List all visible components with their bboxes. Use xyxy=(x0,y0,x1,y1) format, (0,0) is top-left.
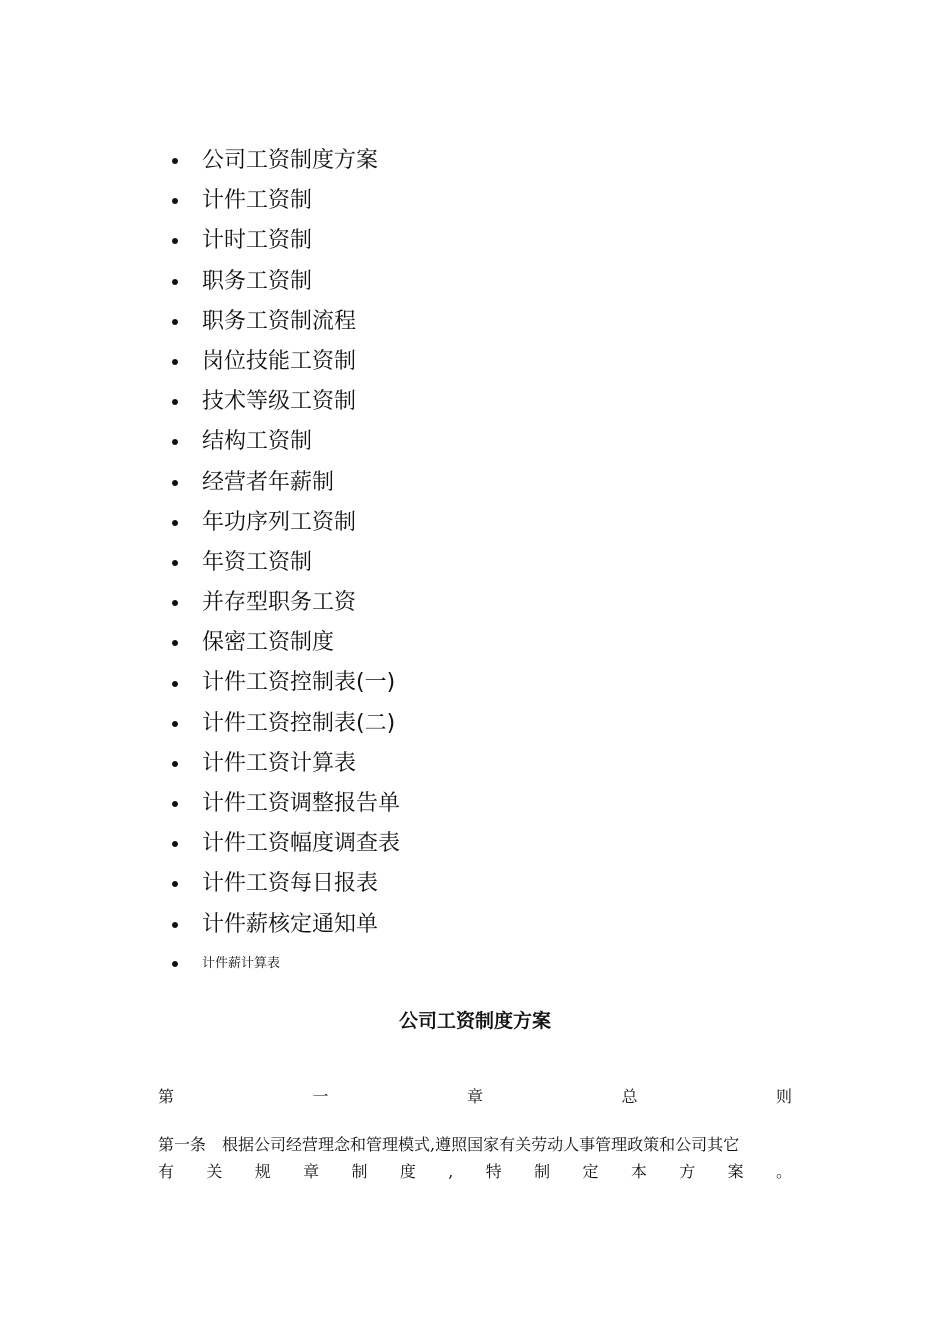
toc-item[interactable] xyxy=(168,583,400,623)
toc-item[interactable] xyxy=(168,744,400,784)
article-char: 。 xyxy=(775,1162,792,1181)
toc-item[interactable] xyxy=(168,704,400,744)
bullet-icon xyxy=(172,399,178,405)
toc-item[interactable] xyxy=(168,342,400,382)
toc-item-label: 保密工资制度 xyxy=(202,630,335,656)
toc-item-label: 计件工资控制表(二) xyxy=(202,710,396,736)
toc-item[interactable] xyxy=(168,262,400,302)
article-char: 度 xyxy=(399,1162,416,1181)
article-char: 制 xyxy=(534,1162,551,1181)
chapter-heading-char: 总 xyxy=(621,1087,638,1106)
toc-item[interactable] xyxy=(168,302,400,342)
toc-item[interactable] xyxy=(168,945,400,983)
toc-item[interactable] xyxy=(168,141,400,181)
article-char: 制 xyxy=(351,1162,368,1181)
toc-item-label: 计件工资制 xyxy=(202,188,313,214)
toc-item[interactable] xyxy=(168,623,400,663)
toc-item[interactable] xyxy=(168,463,400,503)
toc-item-label: 职务工资制 xyxy=(202,268,313,294)
toc-item-label: 经营者年薪制 xyxy=(202,469,335,495)
article-char: 章 xyxy=(303,1162,320,1181)
bullet-icon xyxy=(172,158,178,164)
toc-item-label: 并存型职务工资 xyxy=(202,590,357,616)
bullet-icon xyxy=(172,801,178,807)
table-of-contents xyxy=(168,141,400,983)
toc-item[interactable] xyxy=(168,422,400,462)
toc-item[interactable] xyxy=(168,864,400,904)
chapter-heading-char: 第 xyxy=(158,1087,175,1106)
bullet-icon xyxy=(172,721,178,727)
article-char: 本 xyxy=(630,1162,647,1181)
bullet-icon xyxy=(172,761,178,767)
toc-item[interactable] xyxy=(168,503,400,543)
article-1-line-2 xyxy=(158,1160,792,1184)
article-char: 有 xyxy=(158,1162,175,1181)
toc-item[interactable] xyxy=(168,784,400,824)
toc-item[interactable] xyxy=(168,824,400,864)
article-char: , xyxy=(448,1162,454,1181)
toc-item-label: 岗位技能工资制 xyxy=(202,348,357,374)
bullet-icon xyxy=(172,359,178,365)
article-char: 定 xyxy=(582,1162,599,1181)
document-title: 公司工资制度方案 xyxy=(398,1010,551,1032)
bullet-icon xyxy=(172,640,178,646)
toc-item-label: 计件工资调整报告单 xyxy=(202,791,401,816)
toc-item-label: 计件薪核定通知单 xyxy=(202,911,379,937)
bullet-icon xyxy=(172,600,178,606)
toc-item-label: 计时工资制 xyxy=(202,228,313,254)
toc-item[interactable] xyxy=(168,221,400,261)
toc-item-label: 计件工资幅度调查表 xyxy=(202,831,401,857)
bullet-icon xyxy=(172,922,178,928)
toc-item[interactable] xyxy=(168,382,400,422)
article-char: 关 xyxy=(206,1162,223,1181)
bullet-icon xyxy=(172,198,178,204)
toc-item-label: 职务工资制流程 xyxy=(202,308,357,334)
bullet-icon xyxy=(172,841,178,847)
toc-item-label: 结构工资制 xyxy=(202,429,313,455)
toc-item[interactable] xyxy=(168,181,400,221)
toc-item[interactable] xyxy=(168,905,400,945)
bullet-icon xyxy=(172,439,178,445)
chapter-heading-char: 一 xyxy=(312,1087,329,1106)
toc-item-label: 计件薪计算表 xyxy=(202,955,281,971)
article-char: 方 xyxy=(679,1162,696,1181)
toc-item-label: 年资工资制 xyxy=(202,549,313,575)
bullet-icon xyxy=(172,279,178,285)
bullet-icon xyxy=(172,961,178,967)
toc-item-label: 年功序列工资制 xyxy=(202,509,357,535)
toc-item-label: 计件工资控制表(一) xyxy=(202,670,396,696)
toc-item-label: 技术等级工资制 xyxy=(202,389,357,415)
article-char: 案 xyxy=(727,1162,744,1181)
chapter-heading-char: 章 xyxy=(466,1087,483,1106)
chapter-heading xyxy=(158,1085,792,1109)
bullet-icon xyxy=(172,520,178,526)
toc-item-label: 计件工资每日报表 xyxy=(202,871,379,897)
toc-item-label: 公司工资制度方案 xyxy=(202,148,379,173)
chapter-heading-char: 则 xyxy=(775,1087,792,1106)
bullet-icon xyxy=(172,238,178,244)
article-char: 特 xyxy=(485,1162,502,1181)
bullet-icon xyxy=(172,480,178,486)
toc-item[interactable] xyxy=(168,663,400,703)
bullet-icon xyxy=(172,319,178,325)
bullet-icon xyxy=(172,681,178,687)
toc-item-label: 计件工资计算表 xyxy=(202,750,357,776)
toc-item[interactable] xyxy=(168,543,400,583)
article-1-line-1: 第一条 根据公司经营理念和管理模式,遵照国家有关劳动人事管理政策和公司其它 xyxy=(158,1135,740,1154)
article-char: 规 xyxy=(254,1162,271,1181)
bullet-icon xyxy=(172,881,178,887)
bullet-icon xyxy=(172,560,178,566)
